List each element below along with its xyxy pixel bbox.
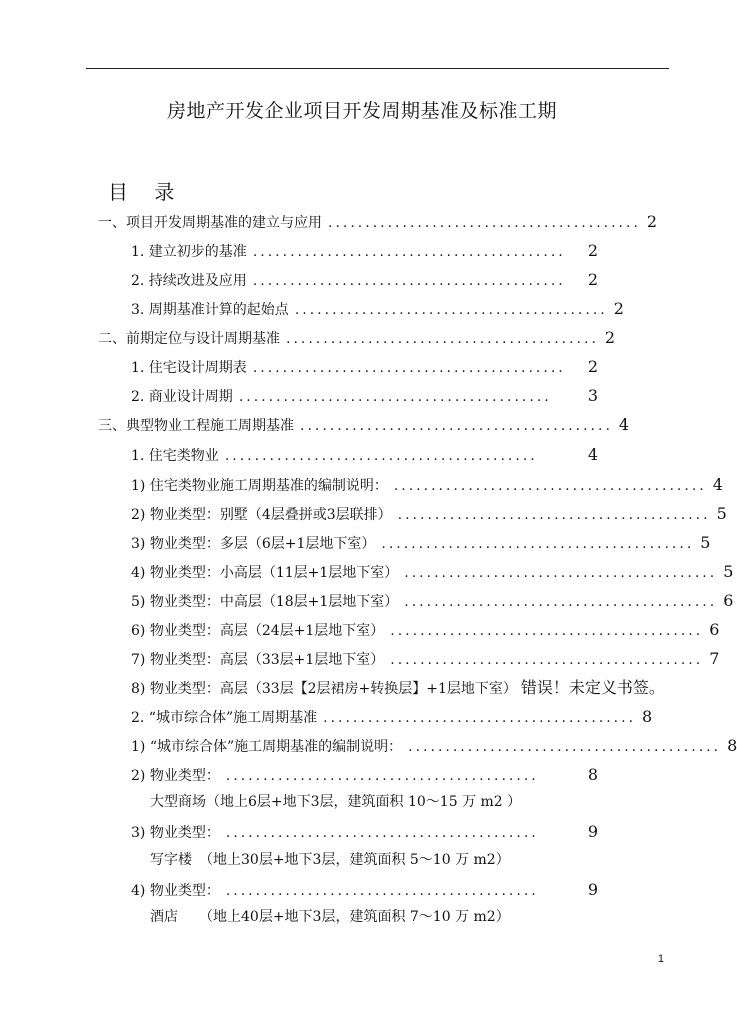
toc-leader-dots: .......................................... — [225, 768, 539, 784]
toc-entry[interactable] — [131, 706, 653, 728]
toc-entry[interactable] — [131, 561, 734, 583]
toc-heading: 目 录 — [108, 180, 185, 204]
toc-page-number: 2 — [587, 270, 598, 289]
toc-leader-dots: .......................................... — [408, 739, 722, 755]
toc-page-number: 2 — [587, 357, 598, 376]
toc-entry-label: 2. “城市综合体”施工周期基准 — [131, 710, 318, 726]
toc-page-number: 2 — [604, 328, 616, 347]
toc-leader-dots: .......................................... — [390, 623, 704, 639]
toc-page-number: 2 — [613, 299, 624, 318]
toc-entry[interactable] — [131, 648, 720, 670]
toc-entry[interactable] — [131, 298, 624, 320]
toc-page-number: 9 — [587, 880, 598, 899]
toc-page-number: 3 — [587, 386, 598, 405]
toc-leader-dots: .......................................... — [390, 652, 704, 668]
toc-leader-dots: .......................................... — [323, 710, 637, 726]
toc-page-number: 2 — [587, 241, 598, 260]
toc-leader-dots: .......................................... — [393, 478, 707, 494]
toc-entry[interactable] — [131, 879, 598, 901]
toc-entry-label: 2. 持续改进及应用 — [131, 273, 247, 289]
toc-entry-label: 7) 物业类型：高层（33层+1层地下室） — [131, 652, 385, 668]
toc-entry[interactable] — [131, 356, 598, 378]
toc-page-number: 4 — [712, 475, 723, 494]
toc-entry-label: 4) 物业类型：小高层（11层+1层地下室） — [131, 565, 399, 581]
toc-entry[interactable] — [131, 444, 598, 466]
toc-entry-label: 1. 住宅设计周期表 — [131, 360, 247, 376]
toc-leader-dots: .......................................... — [225, 825, 539, 841]
toc-entry-label: 2) 物业类型： — [131, 768, 220, 784]
toc-entry[interactable] — [131, 503, 727, 525]
toc-entry[interactable] — [131, 735, 737, 757]
toc-entry[interactable] — [131, 474, 723, 496]
toc-entry-label: 3. 周期基准计算的起始点 — [131, 302, 289, 318]
toc-entry-subtitle: 写字楼 （地上30层+地下3层，建筑面积 5～10 万 m2） — [150, 852, 510, 868]
toc-entry-label: 8) 物业类型：高层（33层【2层裙房+转换层】+1层地下室） — [131, 681, 517, 697]
toc-page-number: 2 — [646, 212, 658, 231]
toc-leader-dots: .......................................... — [381, 536, 695, 552]
toc-leader-dots: .......................................... — [224, 448, 538, 464]
toc-entry-label: 6) 物业类型：高层（24层+1层地下室） — [131, 623, 385, 639]
toc-leader-dots: .......................................... — [328, 215, 641, 231]
toc-page-number: 5 — [716, 504, 727, 523]
toc-page-number: 4 — [587, 445, 598, 464]
page-number: 1 — [657, 953, 664, 965]
toc-page-number: 5 — [723, 562, 734, 581]
toc-entry-subtitle: 酒店 （地上40层+地下3层，建筑面积 7～10 万 m2） — [150, 909, 510, 925]
toc-leader-dots: .......................................... — [397, 507, 711, 523]
toc-entry-label: 2. 商业设计周期 — [131, 389, 233, 405]
toc-entry-label: 3) 物业类型： — [131, 825, 220, 841]
toc-page-number: 9 — [587, 822, 598, 841]
toc-leader-dots: .......................................... — [404, 594, 718, 610]
toc-entry-label: 1. 建立初步的基准 — [131, 244, 247, 260]
toc-page-number: 6 — [723, 591, 734, 610]
toc-entry[interactable] — [98, 327, 616, 349]
toc-leader-dots: .......................................... — [294, 302, 608, 318]
toc-page-number: 7 — [709, 649, 720, 668]
toc-leader-dots: .......................................... — [252, 360, 566, 376]
toc-entry-label: 4) 物业类型： — [131, 883, 220, 899]
toc-page-number: 8 — [727, 736, 737, 755]
toc-entry-label: 一、项目开发周期基准的建立与应用 — [98, 215, 322, 231]
toc-leader-dots: .......................................... — [238, 389, 552, 405]
toc-entry[interactable] — [131, 821, 598, 843]
toc-entry[interactable] — [98, 414, 630, 436]
toc-entry[interactable] — [131, 385, 598, 407]
toc-entry[interactable] — [131, 240, 598, 262]
toc-page-number: 6 — [709, 620, 720, 639]
toc-entry[interactable] — [131, 532, 711, 554]
toc-entry-label: 1. 住宅类物业 — [131, 448, 219, 464]
toc-leader-dots: .......................................... — [225, 883, 539, 899]
toc-entry[interactable] — [131, 269, 598, 291]
toc-entry[interactable] — [131, 619, 720, 641]
toc-page-number: 8 — [587, 765, 598, 784]
toc-leader-dots: .......................................... — [286, 331, 599, 347]
toc-leader-dots: .......................................... — [300, 418, 613, 434]
toc-entry-label: 1) “城市综合体”施工周期基准的编制说明： — [131, 739, 403, 755]
toc-entry-label: 二、前期定位与设计周期基准 — [98, 331, 280, 347]
document-title: 房地产开发企业项目开发周期基准及标准工期 — [166, 100, 557, 122]
toc-leader-dots: .......................................... — [252, 244, 566, 260]
toc-entry[interactable] — [98, 211, 658, 233]
toc-page-number: 8 — [642, 707, 653, 726]
toc-entry[interactable] — [131, 764, 598, 786]
toc-entry[interactable] — [131, 590, 734, 612]
toc-page-number: 4 — [618, 415, 630, 434]
toc-entry-subtitle: 大型商场（地上6层+地下3层，建筑面积 10～15 万 m2 ） — [150, 794, 522, 810]
toc-entry-label: 5) 物业类型：中高层（18层+1层地下室） — [131, 594, 399, 610]
toc-entry-label: 1) 住宅类物业施工周期基准的编制说明： — [131, 478, 388, 494]
toc-entry-label: 三、典型物业工程施工周期基准 — [98, 418, 294, 434]
header-rule — [86, 68, 669, 69]
bookmark-error-text: 错误！未定义书签。 — [520, 678, 665, 697]
toc-entry-label: 2) 物业类型：别墅（4层叠拼或3层联排） — [131, 507, 392, 523]
toc-leader-dots: .......................................... — [404, 565, 718, 581]
toc-page-number: 5 — [700, 533, 711, 552]
toc-leader-dots: .......................................... — [252, 273, 566, 289]
toc-entry[interactable] — [131, 677, 691, 699]
toc-entry-label: 3) 物业类型：多层（6层+1层地下室） — [131, 536, 376, 552]
